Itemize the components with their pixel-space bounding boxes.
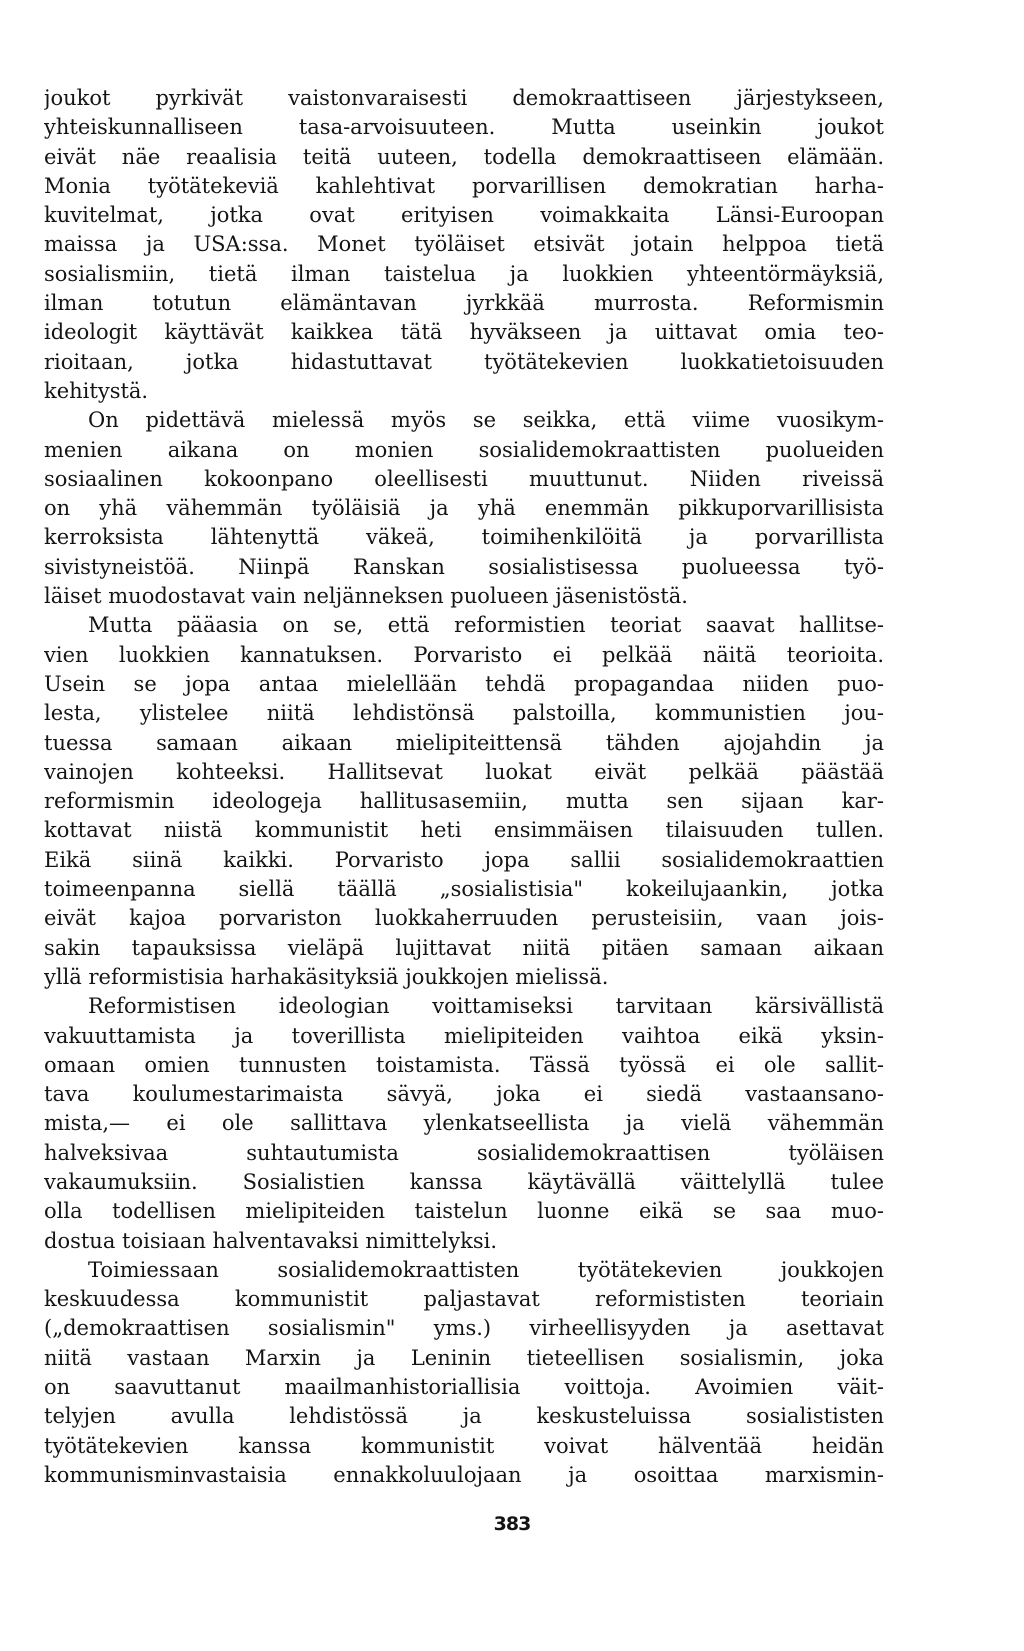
text-line: ideologit käyttävät kaikkea tätä hyväkseen ja uittavat omia teo- bbox=[44, 320, 884, 345]
text-line: Usein se jopa antaa mielellään tehdä propagandaa niiden puo- bbox=[44, 671, 884, 696]
text-line: keskuudessa kommunistit paljastavat reformististen teoriain bbox=[44, 1287, 884, 1312]
text-line: toimeenpanna siellä täällä „sosialistisia" kokeilujaankin, jotka bbox=[44, 877, 884, 902]
text-line: vakuuttamista ja toverillista mielipiteiden vaihtoa eikä yksin- bbox=[44, 1023, 884, 1048]
text-line: ilman totutun elämäntavan jyrkkää murrosta. Reformismin bbox=[44, 291, 884, 316]
page-number: 383 bbox=[493, 1513, 531, 1535]
text-line: rioitaan, jotka hidastuttavat työtätekevien luokkatietoisuuden bbox=[44, 349, 884, 374]
text-line: tuessa samaan aikaan mielipiteittensä tähden ajojahdin ja bbox=[44, 730, 884, 755]
text-line: kerroksista lähtenyttä väkeä, toimihenkilöitä ja porvarillista bbox=[44, 525, 884, 550]
text-line: kuvitelmat, jotka ovat erityisen voimakkaita Länsi-Euroopan bbox=[44, 203, 884, 228]
text-line: omaan omien tunnusten toistamista. Tässä työssä ei ole sallit- bbox=[44, 1052, 884, 1077]
text-line: kommunisminvastaisia ennakkoluulojaan ja osoittaa marxismin- bbox=[44, 1462, 884, 1487]
text-line: halveksivaa suhtautumista sosialidemokraattisen työläisen bbox=[44, 1140, 884, 1165]
text-line: telyjen avulla lehdistössä ja keskusteluissa sosialististen bbox=[44, 1404, 884, 1429]
text-line: työtätekevien kanssa kommunistit voivat hälventää heidän bbox=[44, 1433, 884, 1458]
text-line: dostua toisiaan halventavaksi nimittelyksi. bbox=[44, 1228, 498, 1253]
text-line: yhteiskunnalliseen tasa-arvoisuuteen. Mutta useinkin joukot bbox=[44, 115, 884, 140]
text-line: vakaumuksiin. Sosialistien kanssa käytävällä väittelyllä tulee bbox=[44, 1169, 884, 1194]
text-line: joukot pyrkivät vaistonvaraisesti demokraattiseen järjestykseen, bbox=[44, 86, 884, 110]
text-line: sakin tapauksissa vieläpä lujittavat niitä pitäen samaan aikaan bbox=[44, 935, 884, 960]
text-line: kehitystä. bbox=[44, 378, 149, 403]
text-line: sivistyneistöä. Niinpä Ranskan sosialistisessa puolueessa työ- bbox=[44, 554, 884, 579]
text-line: yllä reformistisia harhakäsityksiä joukkojen mielissä. bbox=[44, 964, 609, 989]
text-line: sosiaalinen kokoonpano oleellisesti muuttunut. Niiden riveissä bbox=[44, 466, 884, 491]
text-line: vien luokkien kannatuksen. Porvaristo ei pelkää näitä teorioita. bbox=[44, 642, 884, 667]
text-line: On pidettävä mielessä myös se seikka, että viime vuosikym- bbox=[88, 408, 884, 433]
text-line: Mutta pääasia on se, että reformistien teoriat saavat hallitse- bbox=[88, 613, 884, 638]
text-line: sosialismiin, tietä ilman taistelua ja luokkien yhteentörmäyksiä, bbox=[44, 261, 884, 286]
text-line: maissa ja USA:ssa. Monet työläiset etsivät jotain helppoa tietä bbox=[44, 232, 884, 257]
text-line: menien aikana on monien sosialidemokraattisten puolueiden bbox=[44, 437, 884, 462]
text-line: olla todellisen mielipiteiden taistelun luonne eikä se saa muo- bbox=[44, 1199, 884, 1224]
text-line: on yhä vähemmän työläisiä ja yhä enemmän pikkuporvarillisista bbox=[44, 496, 884, 521]
text-line: reformismin ideologeja hallitusasemiin, mutta sen sijaan kar- bbox=[44, 789, 884, 814]
text-line: läiset muodostavat vain neljänneksen puolueen jäsenistöstä. bbox=[44, 584, 688, 609]
text-line: mista,— ei ole sallittava ylenkatseellista ja vielä vähemmän bbox=[44, 1111, 884, 1136]
text-line: eivät näe reaalisia teitä uuteen, todella demokraattiseen elämään. bbox=[44, 144, 884, 169]
text-line: niitä vastaan Marxin ja Leninin tieteellisen sosialismin, joka bbox=[44, 1345, 884, 1370]
text-line: („demokraattisen sosialismin" yms.) virheellisyyden ja asettavat bbox=[44, 1316, 884, 1341]
text-line: Monia työtätekeviä kahlehtivat porvarillisen demokratian harha- bbox=[44, 173, 884, 198]
text-line: Reformistisen ideologian voittamiseksi tarvitaan kärsivällistä bbox=[88, 994, 884, 1019]
text-line: kottavat niistä kommunistit heti ensimmäisen tilaisuuden tullen. bbox=[44, 818, 884, 843]
text-line: lesta, ylistelee niitä lehdistönsä palstoilla, kommunistien jou- bbox=[44, 701, 884, 726]
page-body bbox=[44, 84, 884, 1584]
text-line: Eikä siinä kaikki. Porvaristo jopa sallii sosialidemokraattien bbox=[44, 847, 884, 872]
text-line: vainojen kohteeksi. Hallitsevat luokat eivät pelkää päästää bbox=[44, 759, 884, 784]
text-line: Toimiessaan sosialidemokraattisten työtätekevien joukkojen bbox=[88, 1257, 884, 1282]
text-line: eivät kajoa porvariston luokkaherruuden perusteisiin, vaan jois- bbox=[44, 906, 884, 931]
text-line: tava koulumestarimaista sävyä, joka ei siedä vastaansano- bbox=[44, 1082, 884, 1107]
text-line: on saavuttanut maailmanhistoriallisia voittoja. Avoimien väit- bbox=[44, 1375, 884, 1400]
